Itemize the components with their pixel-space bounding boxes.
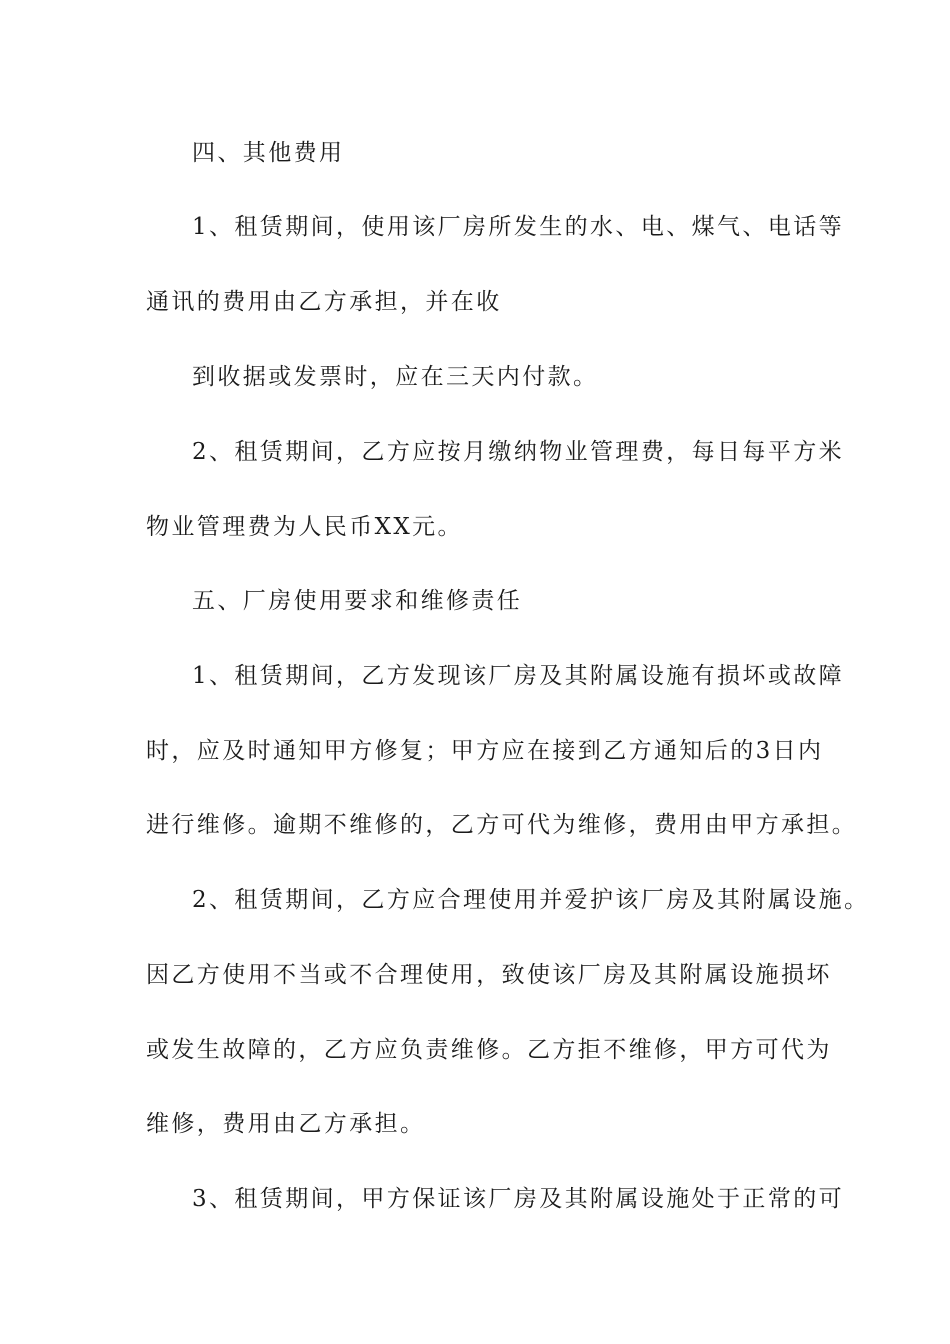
section-heading-usage-and-repair: 五、厂房使用要求和维修责任: [192, 588, 523, 614]
paragraph-line: 时，应及时通知甲方修复；甲方应在接到乙方通知后的3日内: [146, 738, 824, 764]
paragraph-line: 或发生故障的，乙方应负责维修。乙方拒不维修，甲方可代为: [146, 1037, 832, 1063]
paragraph-line: 3、租赁期间，甲方保证该厂房及其附属设施处于正常的可: [192, 1186, 845, 1212]
paragraph-line: 物业管理费为人民币XX元。: [146, 514, 463, 540]
section-heading-other-fees: 四、其他费用: [192, 140, 345, 166]
paragraph-line: 1、租赁期间，使用该厂房所发生的水、电、煤气、电话等: [192, 214, 845, 240]
paragraph-line: 1、租赁期间，乙方发现该厂房及其附属设施有损坏或故障: [192, 663, 845, 689]
paragraph-line: 进行维修。逾期不维修的，乙方可代为维修，费用由甲方承担。: [146, 812, 858, 838]
paragraph-line: 2、租赁期间，乙方应合理使用并爱护该厂房及其附属设施。: [192, 887, 870, 913]
paragraph-line: 到收据或发票时，应在三天内付款。: [192, 364, 599, 390]
paragraph-line: 通讯的费用由乙方承担，并在收: [146, 289, 502, 315]
paragraph-line: 2、租赁期间，乙方应按月缴纳物业管理费，每日每平方米: [192, 439, 845, 465]
paragraph-line: 因乙方使用不当或不合理使用，致使该厂房及其附属设施损坏: [146, 962, 832, 988]
paragraph-line: 维修，费用由乙方承担。: [146, 1111, 426, 1137]
